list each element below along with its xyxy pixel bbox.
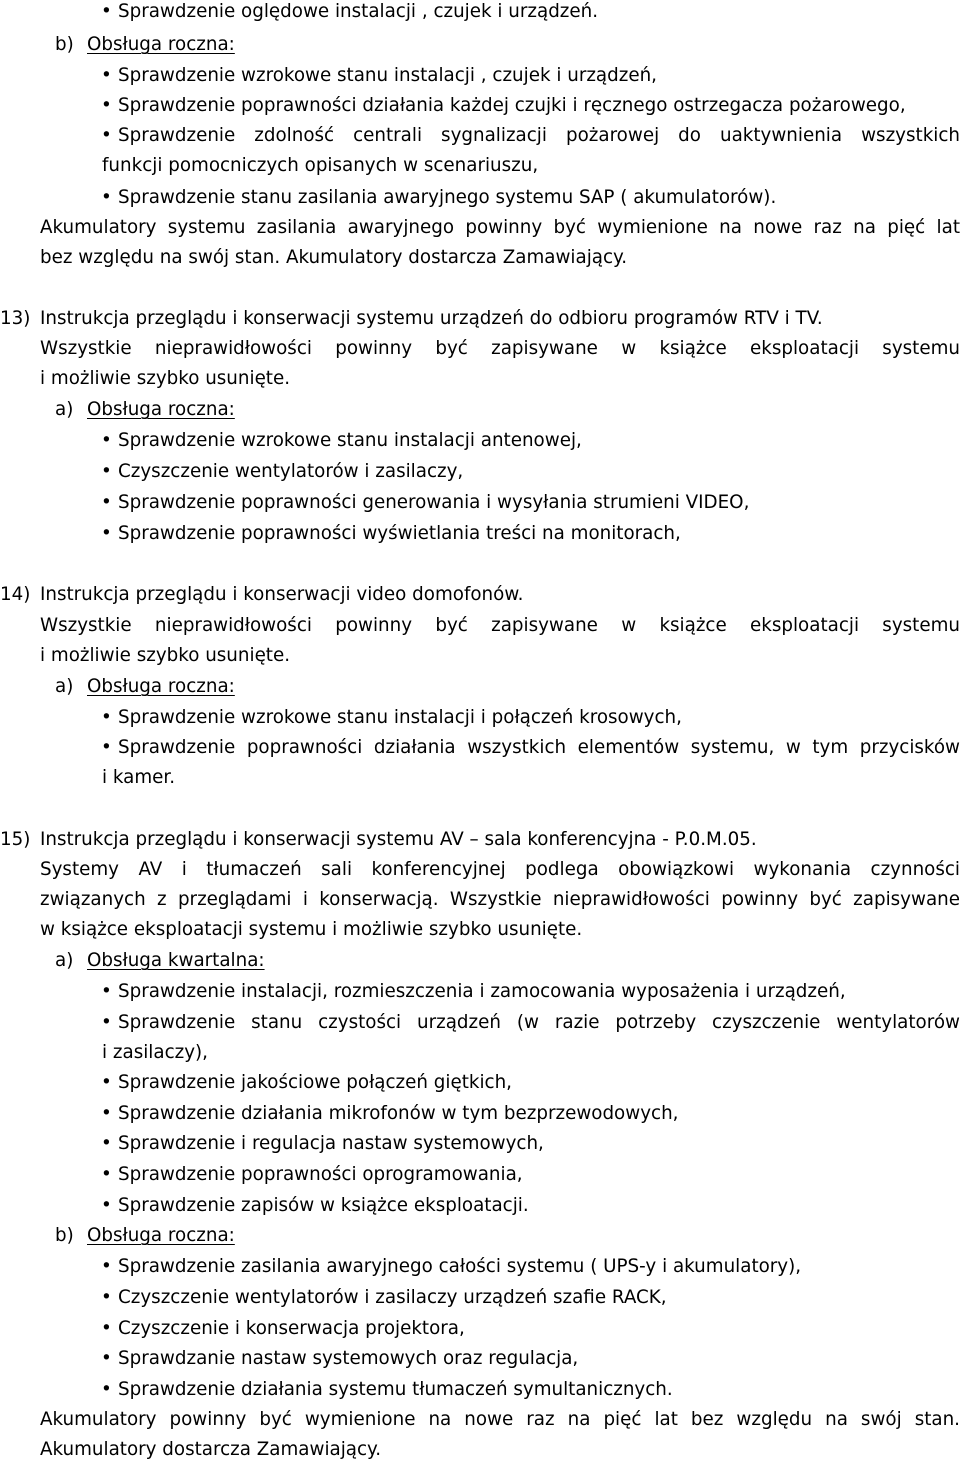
subsection-label: b)	[55, 34, 74, 55]
list-item: • Sprawdzenie zasilania awaryjnego całości systemu ( UPS-y i akumulatory),	[118, 1255, 801, 1279]
subsection-title: Obsługa roczna:	[87, 34, 235, 55]
paragraph-line: Akumulatory dostarcza Zamawiający.	[40, 1439, 382, 1460]
list-item: • Czyszczenie wentylatorów i zasilaczy urządzeń szafie RACK,	[118, 1286, 667, 1310]
section-number: 15)	[0, 829, 31, 850]
list-item: • Sprawdzenie stanu zasilania awaryjnego systemu SAP ( akumulatorów).	[118, 186, 776, 210]
paragraph-line: związanych z przeglądami i konserwacją. Wszystkie nieprawidłowości powinny być zapisywane	[40, 889, 960, 910]
list-item: • Sprawdzenie wzrokowe stanu instalacji , czujek i urządzeń,	[118, 64, 657, 88]
paragraph-line: Wszystkie nieprawidłowości powinny być zapisywane w książce eksploatacji systemu	[40, 615, 960, 636]
paragraph-line: Systemy AV i tłumaczeń sali konferencyjnej podlega obowiązkowi wykonania czynności	[40, 859, 960, 880]
section-title: Instrukcja przeglądu i konserwacji systemu AV – sala konferencyjna - P.0.M.05.	[40, 829, 757, 850]
subsection-label: b)	[55, 1225, 74, 1246]
list-item: • Sprawdzenie i regulacja nastaw systemowych,	[118, 1132, 544, 1156]
list-item: • Sprawdzenie wzrokowe stanu instalacji i połączeń krosowych,	[118, 706, 682, 730]
list-item: • Sprawdzenie poprawności działania każdej czujki i ręcznego ostrzegacza pożarowego,	[118, 94, 906, 118]
paragraph-line: Wszystkie nieprawidłowości powinny być zapisywane w książce eksploatacji systemu	[40, 338, 960, 359]
paragraph-line: Akumulatory powinny być wymienione na nowe raz na pięć lat bez względu na swój stan.	[40, 1409, 960, 1430]
list-item: • Sprawdzenie poprawności generowania i wysyłania strumieni VIDEO,	[118, 491, 749, 515]
section-heading	[0, 828, 757, 852]
list-item-continuation: i kamer.	[102, 767, 176, 788]
subsection-title: Obsługa roczna:	[87, 676, 235, 697]
subsection-heading	[55, 33, 235, 57]
list-item: • Sprawdzenie zapisów w książce eksploatacji.	[118, 1194, 529, 1218]
list-item: • Czyszczenie wentylatorów i zasilaczy,	[118, 460, 463, 484]
paragraph-line: w książce eksploatacji systemu i możliwie szybko usunięte.	[40, 919, 583, 940]
section-heading	[0, 307, 823, 331]
subsection-heading	[55, 1224, 235, 1248]
subsection-heading	[55, 675, 235, 699]
section-title: Instrukcja przeglądu i konserwacji video domofonów.	[40, 584, 524, 605]
list-item: • Sprawdzenie oględowe instalacji , czujek i urządzeń.	[118, 0, 598, 24]
section-number: 14)	[0, 584, 31, 605]
list-item: • Sprawdzenie jakościowe połączeń giętkich,	[118, 1071, 512, 1095]
paragraph-line: Akumulatory systemu zasilania awaryjnego powinny być wymienione na nowe raz na pięć lat	[40, 217, 960, 238]
subsection-heading	[55, 398, 235, 422]
subsection-label: a)	[55, 399, 74, 420]
list-item: • Sprawdzenie instalacji, rozmieszczenia i zamocowania wyposażenia i urządzeń,	[118, 980, 846, 1004]
list-item: • Sprawdzenie poprawności oprogramowania,	[118, 1163, 523, 1187]
section-heading	[0, 583, 523, 607]
paragraph-line: i możliwie szybko usunięte.	[40, 368, 291, 389]
subsection-title: Obsługa roczna:	[87, 1225, 235, 1246]
list-item: • Sprawdzenie zdolność centrali sygnalizacji pożarowej do uaktywnienia wszystkich	[118, 124, 960, 148]
list-item: • Sprawdzenie stanu czystości urządzeń (w razie potrzeby czyszczenie wentylatorów	[118, 1011, 960, 1035]
list-item-continuation: i zasilaczy),	[102, 1042, 208, 1063]
list-item-continuation: funkcji pomocniczych opisanych w scenariuszu,	[102, 155, 539, 176]
list-item: • Sprawdzanie nastaw systemowych oraz regulacja,	[118, 1347, 578, 1371]
section-title: Instrukcja przeglądu i konserwacji systemu urządzeń do odbioru programów RTV i TV.	[40, 308, 823, 329]
subsection-title: Obsługa kwartalna:	[87, 950, 265, 971]
section-number: 13)	[0, 308, 31, 329]
paragraph-line: i możliwie szybko usunięte.	[40, 645, 291, 666]
list-item: • Sprawdzenie działania systemu tłumaczeń symultanicznych.	[118, 1378, 673, 1402]
subsection-label: a)	[55, 950, 74, 971]
list-item: • Sprawdzenie poprawności działania wszystkich elementów systemu, w tym przycisków	[118, 736, 960, 760]
subsection-label: a)	[55, 676, 74, 697]
list-item: • Sprawdzenie wzrokowe stanu instalacji antenowej,	[118, 429, 582, 453]
paragraph-line: bez względu na swój stan. Akumulatory dostarcza Zamawiający.	[40, 247, 628, 268]
subsection-heading	[55, 949, 265, 973]
subsection-title: Obsługa roczna:	[87, 399, 235, 420]
list-item: • Czyszczenie i konserwacja projektora,	[118, 1317, 465, 1341]
list-item: • Sprawdzenie działania mikrofonów w tym bezprzewodowych,	[118, 1102, 678, 1126]
list-item: • Sprawdzenie poprawności wyświetlania treści na monitorach,	[118, 522, 681, 546]
